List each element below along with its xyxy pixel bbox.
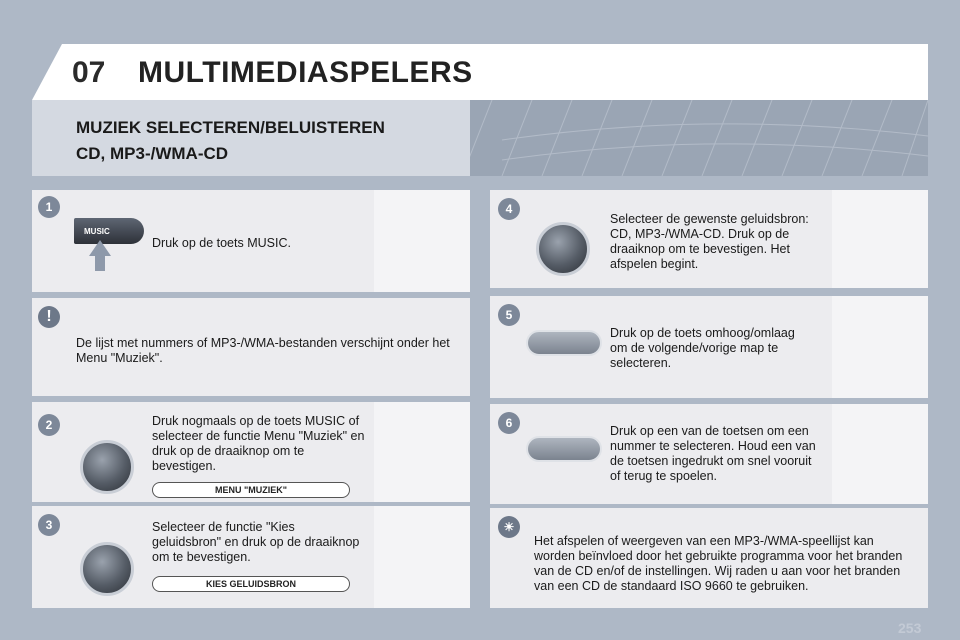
radio-thumbnail: [374, 402, 470, 502]
page-number: 253: [898, 620, 922, 636]
menu-muziek-label: MENU "MUZIEK": [152, 482, 350, 498]
step-3-text: Selecteer de functie "Kies geluidsbron" en druk op de draaiknop om te bevestigen.: [152, 520, 360, 564]
rotary-knob-icon: [80, 440, 134, 494]
step-6-badge: 6: [498, 412, 520, 434]
step-5-text: Druk op de toets omhoog/omlaag om de volgende/vorige map te selecteren.: [610, 326, 795, 370]
press-arrow-stem: [95, 255, 105, 271]
step-1-text: Druk op de toets MUSIC.: [152, 236, 291, 250]
section-subtitle: [32, 100, 470, 176]
step-6-text: Druk op een van de toetsen om een nummer te selecteren. Houd een van de toetsen ingedrukt om snel vooruit of terug te spoelen.: [610, 424, 816, 483]
tip-text: Het afspelen of weergeven van een MP3-/WMA-speellijst kan worden beïnvloed door het gebruikte programma voor het branden van de CD en/of de instellingen. Wij raden u aan voor het branden van een CD de standaard ISO 9660 te gebruiken.: [534, 534, 903, 593]
subtitle-line-1: MUZIEK SELECTEREN/BELUISTEREN: [76, 118, 385, 137]
step-2-text: Druk nogmaals op de toets MUSIC of selecteer de functie Menu "Muziek" en druk op de draaiknop om te bevestigen.: [152, 414, 365, 473]
navigation-pad-icon: [526, 330, 602, 356]
music-key-icon: MUSIC: [74, 218, 144, 244]
warning-icon: !: [38, 306, 60, 328]
radio-thumbnail: [374, 190, 470, 292]
navigation-pad-icon: [526, 436, 602, 462]
subtitle-line-2: CD, MP3-/WMA-CD: [76, 144, 229, 163]
step-4-text: Selecteer de gewenste geluidsbron: CD, MP3-/WMA-CD. Druk op de draaiknop om te bevestigen. Het afspelen begint.: [610, 212, 809, 271]
rotary-knob-icon: [536, 222, 590, 276]
chapter-title: MULTIMEDIASPELERS: [138, 56, 473, 89]
radio-thumbnail: [374, 506, 470, 608]
tip-icon: ☀: [498, 516, 520, 538]
rotary-knob-icon: [80, 542, 134, 596]
radio-thumbnail: [832, 296, 928, 398]
chapter-number: 07: [72, 56, 106, 89]
header-corner-cut: [32, 44, 62, 100]
step-5-badge: 5: [498, 304, 520, 326]
radio-thumbnail: [832, 190, 928, 288]
note-text: De lijst met nummers of MP3-/WMA-bestanden verschijnt onder het Menu "Muziek".: [76, 336, 450, 365]
step-2-badge: 2: [38, 414, 60, 436]
step-3-badge: 3: [38, 514, 60, 536]
radio-thumbnail: [832, 404, 928, 504]
step-4-badge: 4: [498, 198, 520, 220]
kies-geluidsbron-label: KIES GELUIDSBRON: [152, 576, 350, 592]
step-1-badge: 1: [38, 196, 60, 218]
press-arrow-icon: [89, 240, 111, 256]
